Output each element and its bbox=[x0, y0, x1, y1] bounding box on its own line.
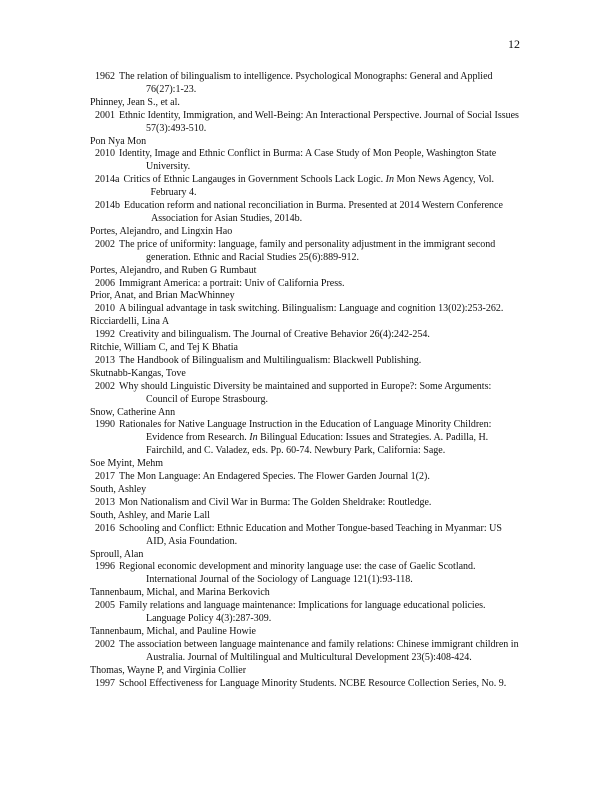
reference-year: 2016 bbox=[95, 522, 115, 534]
reference-entry bbox=[90, 174, 522, 200]
reference-author: Sproull, Alan bbox=[90, 548, 144, 560]
reference-year: 1997 bbox=[95, 677, 115, 689]
reference-text: Why should Linguistic Diversity be maintained and supported in Europe?: Some Arguments: Council of Europe Strasbourg. bbox=[119, 380, 492, 405]
reference-entry bbox=[90, 303, 522, 316]
reference-text: Schooling and Conflict: Ethnic Education and Mother Tongue-based Teaching in Myanmar: US AID, Asia Foundation. bbox=[119, 522, 502, 547]
reference-text: Creativity and bilingualism. The Journal of Creative Behavior 26(4):242-254. bbox=[119, 329, 430, 341]
page-number: 12 bbox=[508, 37, 520, 51]
reference-year: 1996 bbox=[95, 561, 115, 573]
reference-entry bbox=[90, 71, 522, 97]
reference-entry bbox=[90, 148, 522, 174]
reference-entry bbox=[90, 110, 522, 136]
reference-entry bbox=[90, 523, 522, 549]
reference-year: 2014b bbox=[95, 200, 120, 212]
reference-list bbox=[90, 71, 522, 691]
reference-text-part: Critics of Ethnic Langauges in Government Schools Lack Logic. bbox=[123, 174, 386, 186]
reference-text: The relation of bilingualism to intelligence. Psychological Monographs: General and Applied 76(27):1-23. bbox=[119, 71, 493, 95]
reference-text: The Handbook of Bilingualism and Multilingualism: Blackwell Publishing. bbox=[119, 354, 422, 366]
reference-author: Prior, Anat, and Brian MacWhinney bbox=[90, 290, 235, 302]
reference-text: The association between language maintenance and family relations: Chinese immigrant children in Australia. Journal of Multilingual and Multicultural Development 23(5):408-424. bbox=[119, 638, 519, 663]
reference-text: A bilingual advantage in task switching. Bilingualism: Language and cognition 13(02):253-262. bbox=[119, 303, 504, 315]
reference-entry bbox=[90, 329, 522, 342]
reference-author: Ritchie, William C, and Tej K Bhatia bbox=[90, 342, 238, 354]
reference-author: Soe Myint, Mehm bbox=[90, 458, 164, 470]
reference-entry bbox=[90, 678, 522, 691]
reference-entry bbox=[90, 639, 522, 665]
reference-author: Tannenbaum, Michal, and Pauline Howie bbox=[90, 625, 256, 637]
reference-text: The Mon Language: An Endagered Species. The Flower Garden Journal 1(2). bbox=[119, 471, 430, 483]
reference-text: Immigrant America: a portrait: Univ of California Press. bbox=[119, 277, 345, 289]
reference-year: 1962 bbox=[95, 71, 115, 82]
reference-author: Ricciardelli, Lina A bbox=[90, 316, 170, 328]
reference-entry bbox=[90, 355, 522, 368]
reference-year: 2002 bbox=[95, 638, 115, 650]
reference-text: Identity, Image and Ethnic Conflict in Burma: A Case Study of Mon People, Washington State University. bbox=[119, 148, 497, 173]
reference-text: The price of uniformity: language, family and personality adjustment in the immigrant second generation. Ethnic and Racial Studies 25(6):889-912. bbox=[119, 238, 496, 263]
reference-year: 2013 bbox=[95, 496, 115, 508]
reference-italic: In bbox=[385, 174, 394, 186]
reference-text bbox=[119, 419, 522, 458]
reference-author: Portes, Alejandro, and Ruben G Rumbaut bbox=[90, 264, 257, 276]
reference-year: 2017 bbox=[95, 471, 115, 483]
reference-year: 2010 bbox=[95, 148, 115, 160]
reference-year: 1990 bbox=[95, 419, 115, 431]
reference-italic: In bbox=[249, 432, 258, 444]
reference-year: 2001 bbox=[95, 109, 115, 121]
reference-text-part: Bilingual Education: Issues and Strategies. A. Padilla, H. Fairchild, and C. Valadez, eds. Pp. 60-74. Newbury Park, California: Sage. bbox=[146, 432, 489, 457]
reference-entry bbox=[90, 561, 522, 587]
reference-text: Education reform and national reconciliation in Burma. Presented at 2014 Western Conference Association for Asian Studies, 2014b. bbox=[124, 200, 503, 224]
reference-author: Snow, Catherine Ann bbox=[90, 406, 176, 418]
reference-entry bbox=[90, 497, 522, 510]
reference-author: Thomas, Wayne P, and Virginia Collier bbox=[90, 664, 247, 676]
reference-author: Skutnabb-Kangas, Tove bbox=[90, 367, 186, 379]
reference-entry bbox=[90, 419, 522, 458]
reference-year: 2002 bbox=[95, 380, 115, 392]
reference-text: Regional economic development and minority language use: the case of Gaelic Scotland. International Journal of the Sociology of Language 121(1):93-118. bbox=[119, 561, 476, 586]
reference-entry bbox=[90, 600, 522, 626]
reference-year: 2014a bbox=[95, 174, 120, 186]
reference-entry bbox=[90, 200, 522, 226]
reference-text: Mon Nationalism and Civil War in Burma: The Golden Sheldrake: Routledge. bbox=[119, 496, 432, 508]
reference-year: 2005 bbox=[95, 600, 115, 612]
reference-entry bbox=[90, 471, 522, 484]
reference-entry bbox=[90, 278, 522, 291]
reference-text: School Effectiveness for Language Minority Students. NCBE Resource Collection Series, No. 9. bbox=[119, 677, 507, 689]
reference-text bbox=[123, 174, 522, 200]
reference-text: Family relations and language maintenance: Implications for language educational policies. Language Policy 4(3):287-309. bbox=[119, 600, 486, 625]
reference-year: 2013 bbox=[95, 354, 115, 366]
reference-entry bbox=[90, 239, 522, 265]
reference-year: 2006 bbox=[95, 277, 115, 289]
reference-text: Ethnic Identity, Immigration, and Well-Being: An Interactional Perspective. Journal of Social Issues 57(3):493-510. bbox=[119, 109, 519, 134]
reference-author: South, Ashley bbox=[90, 484, 147, 495]
reference-author: Phinney, Jean S., et al. bbox=[90, 96, 180, 108]
reference-year: 2010 bbox=[95, 303, 115, 315]
reference-author: Portes, Alejandro, and Lingxin Hao bbox=[90, 225, 233, 237]
reference-author: South, Ashley, and Marie Lall bbox=[90, 509, 210, 521]
reference-author: Tannenbaum, Michal, and Marina Berkovich bbox=[90, 587, 270, 599]
reference-year: 1992 bbox=[95, 329, 115, 341]
reference-text-part: Mon News Agency, Vol. February 4. bbox=[150, 174, 495, 199]
reference-entry bbox=[90, 381, 522, 407]
reference-text-part: Rationales for Native Language Instruction in the Education of Language Minority Children: Evidence from Research. bbox=[119, 419, 492, 444]
reference-author: Pon Nya Mon bbox=[90, 135, 147, 147]
reference-year: 2002 bbox=[95, 238, 115, 250]
